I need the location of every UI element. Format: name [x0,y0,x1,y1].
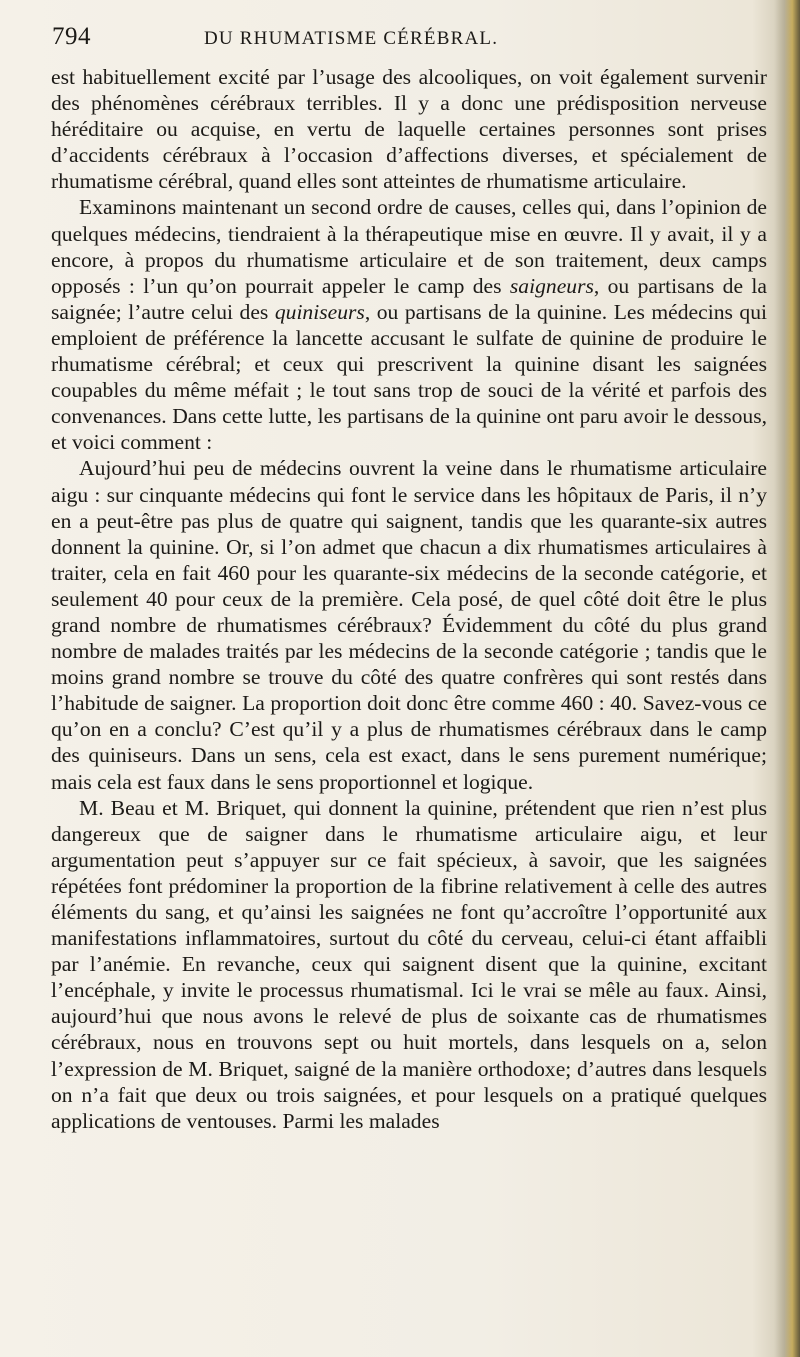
paragraph-text: , ou partisans de la quinine. Les médecins qui emploient de préférence la lancette accusant le sulfate de quinine de produire le rhumatisme cérébral; et ceux qui prescrivent la quinine disant les saignées coupables du même méfait ; le tout sans trop de souci de la vérité et parfois des convenances. Dans cette lutte, les partisans de la quinine ont paru avoir le dessous, et voici comment : [51,299,767,455]
body-text [51,64,767,1134]
page-header [52,20,752,54]
italic-term-saigneurs: saigneurs [509,273,594,298]
paragraph-1 [51,64,767,194]
paragraph-text: M. Beau et M. Briquet, qui donnent la quinine, prétendent que rien n’est plus dangereux que de saigner dans le rhumatisme articulaire aigu, et leur argumentation peut s’appuyer sur ce fait spécieux, à savoir, que les saignées répétées font prédominer la proportion de la fibrine relativement à celle des autres éléments du sang, et qu’ainsi les saignées ne font qu’accroître l’opportunité aux manifestations inflammatoires, surtout du côté du cerveau, celui-ci étant affaibli par l’anémie. En revanche, ceux qui saignent disent que la quinine, excitant l’encéphale, y invite le processus rhumatismal. Ici le vrai se mêle au faux. Ainsi, aujourd’hui que nous avons le relevé de plus de soixante cas de rhumatismes cérébraux, nous en trouvons sept ou huit mortels, dans lesquels on a, selon l’expression de M. Briquet, saigné de la manière orthodoxe; d’autres dans lesquels on n’a fait que deux ou trois saignées, et pour lesquels on a pratiqué quelques applications de ventouses. Parmi les malades [51,795,767,1133]
page-number: 794 [52,23,91,50]
page-edge [774,0,800,1357]
paragraph-4 [51,795,767,1134]
paragraph-text: , ou partisans de la saignée; l’autre celui des [51,273,767,324]
paragraph-2 [51,194,767,455]
italic-term-quiniseurs: quiniseurs [274,299,365,324]
paragraph-text: Aujourd’hui peu de médecins ouvrent la veine dans le rhumatisme articulaire aigu : sur cinquante médecins qui font le service dans les hôpitaux de Paris, il n’y en a peut-être pas plus de quatre qui saignent, tandis que les quarante-six autres donnent la quinine. Or, si l’on admet que chacun a dix rhumatismes articulaires à traiter, cela en fait 460 pour les quarante-six médecins de la seconde catégorie, et seulement 40 pour ceux de la première. Cela posé, de quel côté doit être le plus grand nombre de rhumatismes cérébraux? Évidemment du côté du plus grand nombre de malades traités par les médecins de la seconde catégorie ; tandis que le moins grand nombre se trouve du côté des quatre confrères qui sont restés dans l’habitude de saigner. La proportion doit donc être comme 460 : 40. Savez-vous ce qu’on en a conclu? C’est qu’il y a plus de rhumatismes cérébraux dans le camp des quiniseurs. Dans un sens, cela est exact, dans le sens purement numérique; mais cela est faux dans le sens proportionnel et logique. [51,456,767,794]
paragraph-3 [51,455,767,794]
paragraph-text: est habituellement excité par l’usage des alcooliques, on voit également survenir des phénomènes cérébraux terribles. Il y a donc une prédisposition nerveuse héréditaire ou acquise, en vertu de laquelle certaines personnes sont prises d’accidents cérébraux à l’occasion d’affections diverses, et spécialement de rhumatisme cérébral, quand elles sont atteintes de rhumatisme articulaire. [51,65,767,194]
running-title: DU RHUMATISME CÉRÉBRAL. [204,28,499,49]
paragraph-text: Examinons maintenant un second ordre de causes, celles qui, dans l’opinion de quelques médecins, tiendraient à la thérapeutique mise en œuvre. Il y avait, il y a encore, à propos du rhumatisme articulaire et de son traitement, deux camps opposés : l’un qu’on pourrait appeler le camp des [51,195,767,298]
